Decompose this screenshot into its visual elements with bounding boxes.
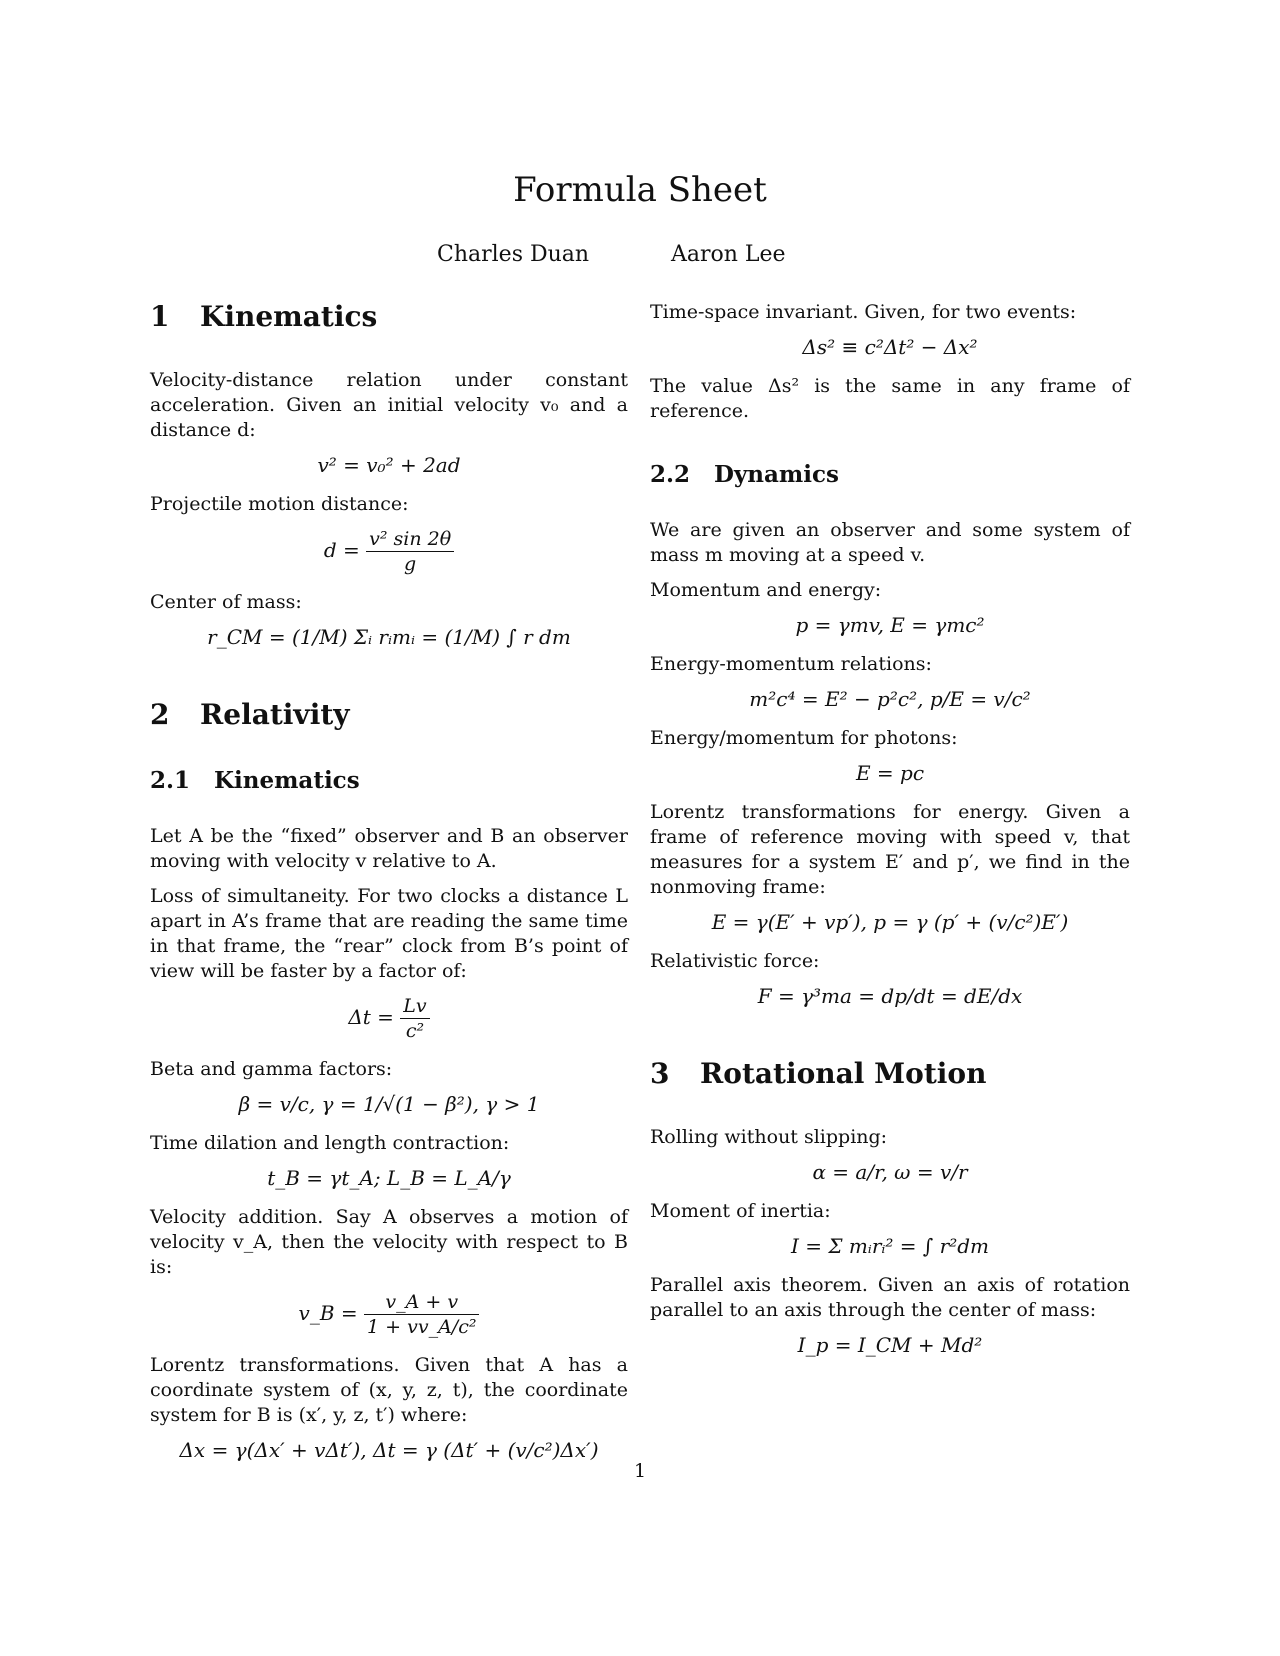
left-column xyxy=(150,300,628,1477)
document-title: Formula Sheet xyxy=(513,170,767,210)
paragraph: Beta and gamma factors: xyxy=(150,1058,393,1080)
section-heading-kinematics: 1 Kinematics xyxy=(150,300,378,333)
equation: v_B = $\frac{v\_A + v}{\text{1 + vv\_A/c²}}$ xyxy=(150,1290,628,1339)
paragraph: Velocity-distance relation under constant acceleration. Given an initial velocity v₀ and a distance d: xyxy=(150,369,628,441)
paragraph: Relativistic force: xyxy=(650,950,820,972)
page-number: 1 xyxy=(633,1460,647,1482)
equation: t_B = γt_A; L_B = L_A/γ xyxy=(267,1166,511,1190)
paragraph: Lorentz transformations for energy. Given a frame of reference moving with speed v, that measures for a system E′ and p′, we find in the nonmoving frame: xyxy=(650,801,1130,898)
paragraph: Time-space invariant. Given, for two events: xyxy=(650,301,1077,323)
equation: Δx = γ(Δx′ + vΔt′), Δt = γ (Δt′ + (v/c²)Δx′) xyxy=(179,1438,599,1462)
equation: Δs² ≡ c²Δt² − Δx² xyxy=(802,335,978,359)
right-column xyxy=(650,300,1130,1372)
equation: m²c⁴ = E² − p²c², p/E = v/c² xyxy=(749,687,1031,711)
equation: p = γmv, E = γmc² xyxy=(795,613,985,637)
equation: E = γ(E′ + vp′), p = γ (p′ + (v/c²)E′) xyxy=(711,910,1069,934)
equation: I_p = I_CM + Md² xyxy=(797,1333,983,1357)
equation: I = Σ mᵢrᵢ² = ∫ r²dm xyxy=(790,1234,990,1258)
paragraph: Moment of inertia: xyxy=(650,1200,831,1222)
paragraph: Parallel axis theorem. Given an axis of rotation parallel to an axis through the center of mass: xyxy=(650,1274,1130,1321)
paragraph: Projectile motion distance: xyxy=(150,493,409,515)
equation: d = $\frac{\text{v² sin 2θ}}{g}$ xyxy=(150,527,628,576)
paragraph: Loss of simultaneity. For two clocks a distance L apart in A’s frame that are reading the same time in that frame, the “rear” clock from B’s point of view will be faster by a factor of: xyxy=(150,885,628,982)
equation: β = v/c, γ = 1/√(1 − β²), γ > 1 xyxy=(238,1092,540,1116)
paragraph: We are given an observer and some system of mass m moving at a speed v. xyxy=(650,519,1130,566)
paragraph: Lorentz transformations. Given that A has a coordinate system of (x, y, z, t), the coordinate system for B is (x′, y, z, t′) where: xyxy=(150,1354,628,1426)
paragraph: Let A be the “fixed” observer and B an observer moving with velocity v relative to A. xyxy=(150,825,628,872)
paragraph: Time dilation and length contraction: xyxy=(150,1132,510,1154)
author-1: Charles Duan xyxy=(437,242,590,267)
paragraph: Energy/momentum for photons: xyxy=(650,727,958,749)
equation: F = γ³ma = dp/dt = dE/dx xyxy=(757,984,1023,1008)
paragraph: Energy-momentum relations: xyxy=(650,653,932,675)
section-heading-relativity: 2 Relativity xyxy=(150,698,350,731)
subsection-heading-dynamics: 2.2 Dynamics xyxy=(650,461,839,488)
paragraph: Velocity addition. Say A observes a motion of velocity v_A, then the velocity with respect to B is: xyxy=(150,1206,628,1278)
equation: r_CM = (1/M) Σᵢ rᵢmᵢ = (1/M) ∫ r dm xyxy=(207,625,571,649)
paragraph: The value Δs² is the same in any frame of reference. xyxy=(650,375,1130,422)
equation: α = a/r, ω = v/r xyxy=(812,1160,968,1184)
equation: E = pc xyxy=(855,761,925,785)
author-2: Aaron Lee xyxy=(671,242,786,267)
paragraph: Rolling without slipping: xyxy=(650,1126,888,1148)
equation: Δt = $\frac{Lv}{\text{c²}}$ xyxy=(150,994,628,1043)
paragraph: Center of mass: xyxy=(150,591,302,613)
equation: v² = v₀² + 2ad xyxy=(317,453,461,477)
paragraph: Momentum and energy: xyxy=(650,579,882,601)
subsection-heading-kinematics: 2.1 Kinematics xyxy=(150,767,360,794)
section-heading-rotational-motion: 3 Rotational Motion xyxy=(650,1057,987,1090)
